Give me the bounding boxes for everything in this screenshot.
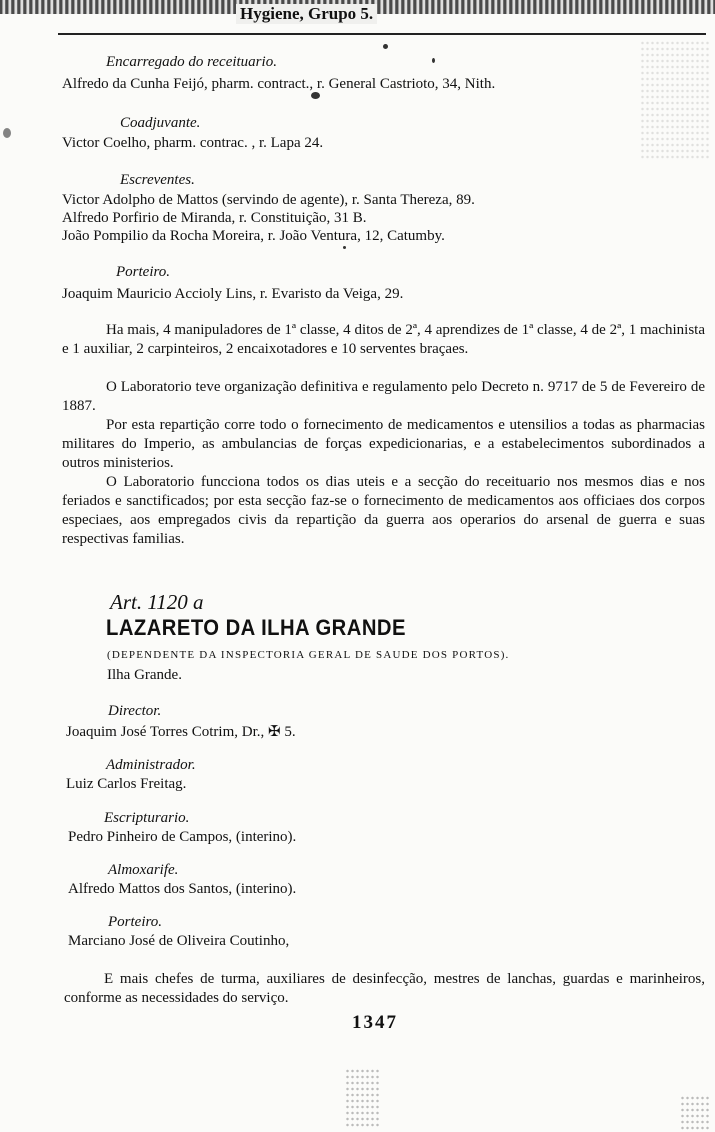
person-encarregado: Alfredo da Cunha Feijó, pharm. contract., r. General Castrioto, 34, Nith.: [62, 76, 496, 92]
scan-noise: [345, 1068, 381, 1128]
role-escreventes: Escreventes.: [120, 172, 195, 188]
ink-speck: [311, 92, 320, 99]
person-porteiro: Joaquim Mauricio Accioly Lins, r. Evaristo da Veiga, 29.: [62, 286, 404, 302]
role-coadjuvante: Coadjuvante.: [120, 115, 201, 131]
person-escripturario: Pedro Pinheiro de Campos, (interino).: [68, 829, 297, 845]
institution-location: Ilha Grande.: [107, 667, 182, 683]
paragraph-decree: O Laboratorio teve organização definitiva e regulamento pelo Decreto n. 9717 de 5 de Fevereiro de 1887.: [62, 379, 705, 414]
running-header: Hygiene, Grupo 5.: [236, 4, 377, 24]
person-escrevente-1: Victor Adolpho de Mattos (servindo de agente), r. Santa Thereza, 89.: [62, 192, 475, 208]
role-porteiro-lazareto: Porteiro.: [108, 914, 163, 930]
page-number: 1347: [352, 1012, 398, 1033]
ink-speck: [343, 246, 346, 249]
person-porteiro-lazareto: Marciano José de Oliveira Coutinho,: [68, 933, 290, 949]
paragraph-staff: Ha mais, 4 manipuladores de 1ª classe, 4 ditos de 2ª, 4 aprendizes de 1ª classe, 4 de 2ª, 1 machinista e 1 auxiliar, 2 carpinteiros, 2 encaixotadores e 10 serventes braçaes.: [62, 322, 705, 357]
person-director: Joaquim José Torres Cotrim, Dr., ✠ 5.: [66, 724, 296, 740]
person-escrevente-3: João Pompilio da Rocha Moreira, r. João Ventura, 12, Catumby.: [62, 228, 445, 244]
header-rule: [58, 33, 706, 35]
role-porteiro: Porteiro.: [116, 264, 171, 280]
person-administrador: Luiz Carlos Freitag.: [66, 776, 187, 792]
person-escrevente-2: Alfredo Porfirio de Miranda, r. Constituição, 31 B.: [62, 210, 367, 226]
role-escripturario: Escripturario.: [104, 810, 190, 826]
role-encarregado: Encarregado do receituario.: [106, 54, 277, 70]
person-coadjuvante: Victor Coelho, pharm. contrac. , r. Lapa 24.: [62, 135, 324, 151]
paragraph-hours: O Laboratorio funcciona todos os dias uteis e a secção do receituario nos mesmos dias e nos feriados e sanctificados; por esta secção faz-se o fornecimento de medicamentos aos officiaes dos corpos especiaes, aos empregados civis da repartição da guerra aos operarios do arsenal de guerra e suas respectivas familias.: [62, 474, 705, 547]
ink-speck: [3, 128, 11, 138]
role-almoxarife: Almoxarife.: [108, 862, 179, 878]
ink-speck: [383, 44, 388, 49]
person-almoxarife: Alfredo Mattos dos Santos, (interino).: [68, 881, 297, 897]
scan-noise: [680, 1095, 710, 1130]
ink-speck: [432, 58, 435, 63]
role-administrador: Administrador.: [106, 757, 196, 773]
paragraph-supply: Por esta repartição corre todo o fornecimento de medicamentos e utensilios a todas as pharmacias militares do Imperio, as ambulancias de forças expedicionarias, e a estabelecimentos subordinados a outros ministerios.: [62, 417, 705, 471]
institution-title: LAZARETO DA ILHA GRANDE: [106, 615, 406, 640]
institution-subtitle: (DEPENDENTE DA INSPECTORIA GERAL DE SAUDE DOS PORTOS).: [107, 649, 510, 661]
scan-noise: [640, 40, 710, 160]
role-director: Director.: [108, 703, 162, 719]
article-number: Art. 1120 a: [110, 590, 204, 614]
paragraph-staff-lazareto: E mais chefes de turma, auxiliares de desinfecção, mestres de lanchas, guardas e marinheiros, conforme as necessidades do serviço.: [64, 971, 705, 1006]
